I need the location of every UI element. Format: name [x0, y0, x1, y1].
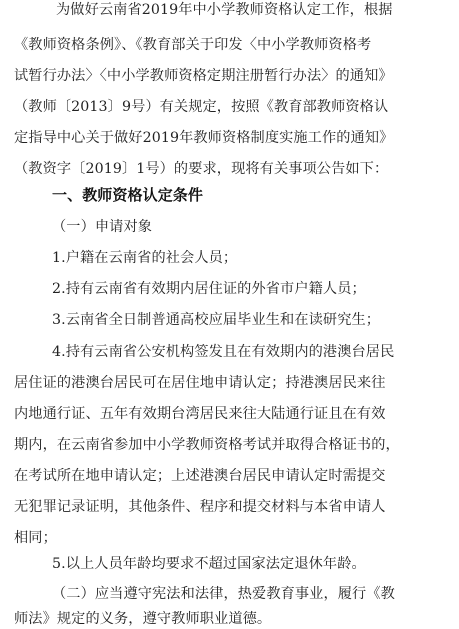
- intro-line-6: （教资字〔2019〕1号）的要求，现将有关事项公告如下：: [14, 161, 389, 177]
- list-item-4-line-3: 内地通行证、五年有效期台湾居民来往大陆通行证且在有效: [14, 406, 386, 422]
- subsection-2-line-1: （二）应当遵守宪法和法律，热爱教育事业，履行《教: [52, 586, 395, 602]
- list-item-4-line-5: 在考试所在地申请认定；上述港澳台居民申请认定时需提交: [14, 468, 386, 484]
- intro-line-5: 定指导中心关于做好2019年教师资格制度实施工作的通知》: [14, 130, 394, 146]
- intro-line-2: 《教师资格条例》、《教育部关于印发〈中小学教师资格考: [14, 37, 372, 53]
- list-item: 3.云南省全日制普通高校应届毕业生和在读研究生；: [52, 312, 381, 328]
- list-item-4-line-7: 相同；: [14, 530, 57, 546]
- list-item-4-line-4: 期内，在云南省参加中小学教师资格考试并取得合格证书的，: [14, 437, 400, 453]
- list-item: 5.以上人员年龄均要求不超过国家法定退休年龄。: [52, 556, 366, 572]
- intro-line-3: 试暂行办法〉〈中小学教师资格定期注册暂行办法〉的通知》: [14, 68, 393, 84]
- subsection-title: （一）申请对象: [52, 219, 153, 235]
- intro-line-4: （教师〔2013〕9号）有关规定，按照《教育部教师资格认: [14, 99, 389, 115]
- intro-line-1: 为做好云南省2019年中小学教师资格认定工作，根据: [56, 2, 393, 18]
- list-item-4-line-6: 无犯罪记录证明，其他条件、程序和提交材料与本省申请人: [14, 499, 386, 515]
- list-item-4-line-1: 4.持有云南省公安机构签发且在有效期内的港澳台居民: [52, 344, 395, 360]
- section-heading: 一、教师资格认定条件: [52, 186, 204, 204]
- list-item-4-line-2: 居住证的港澳台居民可在居住地申请认定；持港澳居民来往: [14, 375, 386, 391]
- list-item: 1.户籍在云南省的社会人员；: [52, 250, 238, 266]
- subsection-2-line-2: 师法》规定的义务，遵守教师职业道德。: [14, 611, 272, 627]
- list-item: 2.持有云南省有效期内居住证的外省市户籍人员；: [52, 281, 366, 297]
